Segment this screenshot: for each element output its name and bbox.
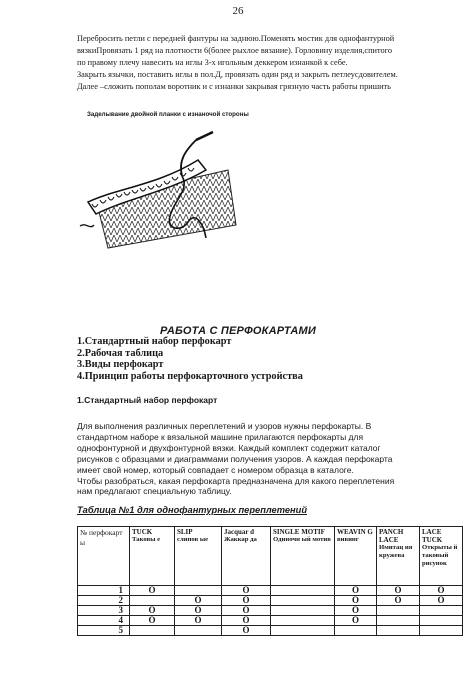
- intro-line: Закрыть язычки, поставить иглы в пол.Д, провязать один ряд и закрыть петлеусдовителем.: [77, 70, 398, 80]
- contents-list: [77, 336, 303, 382]
- table-cell: O: [130, 586, 175, 596]
- table-cell: [271, 606, 335, 616]
- column-code: LACE TUCK: [422, 528, 443, 544]
- contents-item: 4.Принцип работы перфокарточного устройства: [77, 370, 303, 382]
- table-cell: [420, 616, 463, 626]
- table-cell: O: [335, 616, 377, 626]
- intro-line: по правому плечу навесить на иглы 3-х игольным деккером изнанкой к себе.: [77, 58, 348, 68]
- header-label: № перфокарт ы: [80, 528, 123, 547]
- table-cell: O: [222, 626, 271, 636]
- column-name: вивинг: [337, 536, 359, 543]
- table-cell: [420, 606, 463, 616]
- table-cell: O: [420, 586, 463, 596]
- table-row: [78, 626, 463, 636]
- table-cell: O: [175, 596, 222, 606]
- row-number: 5: [78, 626, 130, 636]
- intro-line: вязкиПровязать 1 ряд на плотности 6(более рыхлое вязание). Горловину изделия,спитого: [77, 46, 392, 56]
- table-cell: [377, 626, 420, 636]
- table-cell: [335, 626, 377, 636]
- column-name: Таковы е: [132, 536, 161, 543]
- row-number: 3: [78, 606, 130, 616]
- header-cell: [222, 527, 271, 586]
- table-cell: [271, 596, 335, 606]
- body-line: стандартном наборе к вязальной машине прилагаются перфокарты для: [77, 431, 364, 442]
- section-title: РАБОТА С ПЕРФОКАРТАМИ: [160, 325, 316, 337]
- column-name: Открыты й таковый рисунок: [422, 544, 458, 567]
- table-row: [78, 606, 463, 616]
- table-cell: O: [335, 586, 377, 596]
- column-code: SINGLE MOTIF: [273, 528, 325, 536]
- contents-item: 3.Виды перфокарт: [77, 359, 164, 371]
- table-cell: O: [377, 586, 420, 596]
- table-cell: [130, 596, 175, 606]
- column-code: SLIP: [177, 528, 193, 536]
- row-number: 2: [78, 596, 130, 606]
- punchcard-table: [77, 526, 463, 636]
- row-number: 1: [78, 586, 130, 596]
- table-cell: O: [130, 616, 175, 626]
- header-cell: [175, 527, 222, 586]
- knitting-illustration: [78, 130, 248, 280]
- row-number: 4: [78, 616, 130, 626]
- table-cell: O: [130, 606, 175, 616]
- intro-paragraph: [77, 33, 462, 93]
- body-line: нам предлагают специальную таблицу.: [77, 486, 232, 497]
- table-cell: [175, 586, 222, 596]
- body-line: имеет свой номер, который совпадает с номером образца в каталоге.: [77, 464, 354, 475]
- column-code: PANCH LACE: [379, 528, 404, 544]
- table-title: Таблица №1 для однофантурных переплетений: [77, 505, 307, 515]
- table-row: [78, 596, 463, 606]
- table-cell: [420, 626, 463, 636]
- table-cell: [271, 626, 335, 636]
- table-cell: O: [222, 586, 271, 596]
- table-cell: O: [335, 606, 377, 616]
- table-cell: [377, 616, 420, 626]
- table-cell: [271, 616, 335, 626]
- intro-line: Перебросить петли с передней фантуры на заднюю.Поменять мостик для однофантурной: [77, 34, 395, 43]
- contents-item: 1.Стандартный набор перфокарт: [77, 336, 232, 347]
- figure-caption: Заделывание двойной планки с изнаночой стороны: [87, 111, 249, 118]
- column-name: слипов ые: [177, 536, 209, 543]
- table-cell: [377, 606, 420, 616]
- subsection-title: 1.Стандартный набор перфокарт: [77, 395, 218, 405]
- column-code: WEAVIN G: [337, 528, 373, 536]
- table-cell: O: [420, 596, 463, 606]
- table-cell: O: [377, 596, 420, 606]
- column-name: Имитац ия кружева: [379, 544, 413, 559]
- body-line: однофонтурной и двухфонтурной вязки. Каждый комплект содержит каталог: [77, 442, 381, 453]
- table-row: [78, 586, 463, 596]
- intro-line: Далее –сложить пополам воротник и с изнанки закрывая грязную часть работы пришить: [77, 82, 391, 92]
- table-header-row: [78, 527, 463, 586]
- column-name: Одиночн ый мотив: [273, 536, 331, 543]
- table-cell: [271, 586, 335, 596]
- column-name: Жаккар да: [224, 536, 257, 543]
- page-number: 26: [232, 5, 244, 17]
- table-cell: O: [222, 596, 271, 606]
- table-cell: O: [175, 616, 222, 626]
- column-code: TUCK: [132, 528, 153, 536]
- table-cell: [130, 626, 175, 636]
- body-paragraph: [77, 421, 457, 497]
- header-cell: [377, 527, 420, 586]
- contents-item: 2.Рабочая таблица: [77, 347, 164, 359]
- header-cell: [335, 527, 377, 586]
- table-row: [78, 616, 463, 626]
- header-cell: [420, 527, 463, 586]
- body-line: Для выполнения различных переплетений и узоров нужны перфокарты. В: [77, 421, 372, 431]
- body-line: рисунков с образцами и диаграммами получения узоров. А каждая перфокарта: [77, 453, 393, 464]
- body-line: Чтобы разобраться, какая перфокарта предназначена для какого переплетения: [77, 475, 395, 486]
- header-cell: [78, 527, 130, 586]
- header-cell: [271, 527, 335, 586]
- column-code: Jacquar d: [224, 528, 255, 536]
- table-cell: O: [175, 606, 222, 616]
- table-cell: O: [222, 616, 271, 626]
- header-cell: [130, 527, 175, 586]
- table-cell: O: [335, 596, 377, 606]
- table-cell: O: [222, 606, 271, 616]
- table-cell: [175, 626, 222, 636]
